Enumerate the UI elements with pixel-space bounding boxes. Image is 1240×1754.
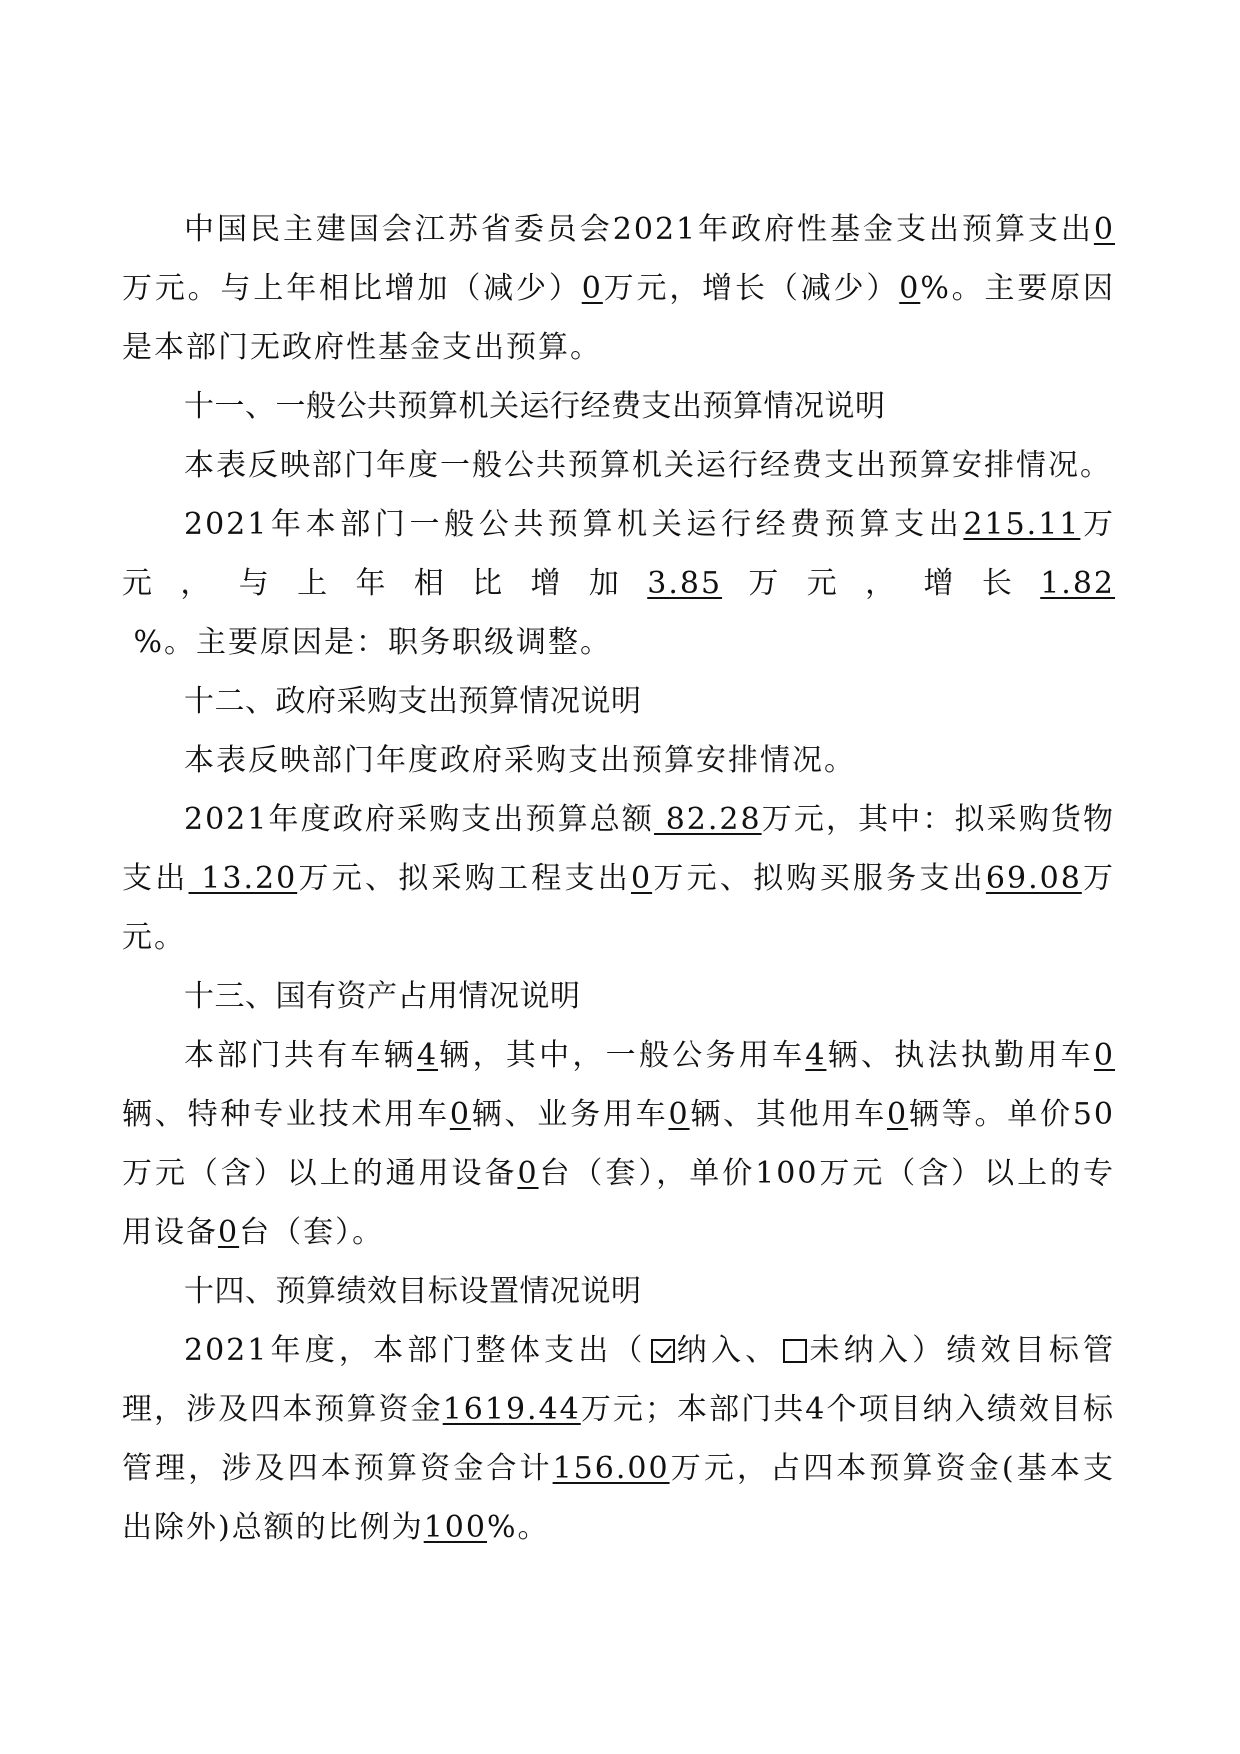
section-heading-14: 十四、预算绩效目标设置情况说明 <box>184 1274 642 1309</box>
text: 万元。与上年相比增加（减少） <box>122 271 582 306</box>
text: 2021年度，本部门整体支出（ <box>184 1333 647 1368</box>
paragraph-11-intro: 本表反映部门年度一般公共预算机关运行经费支出预算安排情况。 <box>184 448 1112 483</box>
option-included-label: 纳入、 <box>674 1333 780 1368</box>
text: 万元，增长（减少） <box>602 271 900 306</box>
paragraph-gov-fund-budget <box>122 200 1115 377</box>
section-heading-12: 十二、政府采购支出预算情况说明 <box>184 684 642 719</box>
value-vehicles-total: 4 <box>416 1038 439 1073</box>
value-increase-amount: 3.85 <box>647 566 723 601</box>
text: ）绩效目标管理，涉及四本预算资金 <box>122 1333 1116 1427</box>
value-other-vehicles: 0 <box>887 1097 909 1132</box>
paragraph-13-body <box>122 1026 1115 1262</box>
text: 万元，增长 <box>722 566 1041 601</box>
text: 辆、执法执勤用车 <box>826 1038 1094 1073</box>
text: 万元，与上年相比增加 <box>122 507 1115 601</box>
text: %。主要原因是：职务职级调整。 <box>122 625 613 660</box>
text: 万元，其中：拟采购货物支出 <box>122 802 1116 896</box>
text: 本部门共有车辆 <box>184 1038 417 1073</box>
text: 辆等。单价50万元（含）以上的通用设备 <box>122 1097 1116 1191</box>
text: 辆、其他用车 <box>689 1097 888 1132</box>
value-coverage-ratio: 100 <box>423 1510 487 1545</box>
section-heading-13: 十三、国有资产占用情况说明 <box>184 979 581 1014</box>
value-project-funds: 156.00 <box>552 1451 670 1486</box>
value-services: 69.08 <box>985 861 1082 896</box>
text: 2021年度政府采购支出预算总额 <box>184 802 655 837</box>
value-procurement-total: 82.28 <box>654 802 762 837</box>
paragraph-12-intro: 本表反映部门年度政府采购支出预算安排情况。 <box>184 743 856 778</box>
value-special-equipment: 0 <box>218 1215 240 1250</box>
paragraph-14-body <box>122 1321 1115 1557</box>
text: 万元、拟采购工程支出 <box>297 861 631 896</box>
value-goods: 13.20 <box>188 861 298 896</box>
text: 万元；本部门共4个项目纳入绩效目标管理，涉及四本预算资金合计 <box>122 1392 1115 1486</box>
text: 万元、拟购买服务支出 <box>652 861 986 896</box>
section-heading-11: 十一、一般公共预算机关运行经费支出预算情况说明 <box>184 389 886 424</box>
value-special-vehicles: 0 <box>449 1097 471 1132</box>
value-gov-fund-expenditure: 0 <box>1093 212 1115 247</box>
value-four-budgets-funds: 1619.44 <box>442 1392 581 1427</box>
checked-box-icon <box>651 1339 675 1363</box>
paragraph-11-body <box>122 495 1115 672</box>
value-operating-expenses: 215.11 <box>963 507 1081 542</box>
text: 辆、业务用车 <box>470 1097 669 1132</box>
value-change-rate: 0 <box>899 271 921 306</box>
value-general-equipment: 0 <box>517 1156 539 1191</box>
text: 万元。 <box>122 861 1116 955</box>
value-business-vehicles: 0 <box>668 1097 690 1132</box>
unchecked-box-icon <box>783 1339 807 1363</box>
value-change-amount: 0 <box>581 271 603 306</box>
text: 辆，其中，一般公务用车 <box>438 1038 806 1073</box>
text: 2021年本部门一般公共预算机关运行经费预算支出 <box>184 507 964 542</box>
value-law-enforcement-vehicles: 0 <box>1093 1038 1116 1073</box>
text: 辆、特种专业技术用车 <box>122 1097 450 1132</box>
value-official-vehicles: 4 <box>805 1038 827 1073</box>
paragraph-12-body <box>122 790 1115 967</box>
text: %。 <box>486 1510 550 1545</box>
value-engineering: 0 <box>631 861 653 896</box>
text: 台（套）。 <box>239 1215 385 1250</box>
text: 台（套），单价100万元（含）以上的专用设备 <box>122 1156 1115 1250</box>
text: %。主要原因是本部门无政府性基金支出预算。 <box>122 271 1116 365</box>
option-not-included-label: 未纳入 <box>807 1333 913 1368</box>
text: 万元，占四本预算资金(基本支出除外)总额的比例为 <box>122 1451 1115 1545</box>
value-increase-rate: 1.82 <box>1040 566 1116 601</box>
text: 中国民主建国会江苏省委员会2021年政府性基金支出预算支出 <box>184 212 1094 247</box>
